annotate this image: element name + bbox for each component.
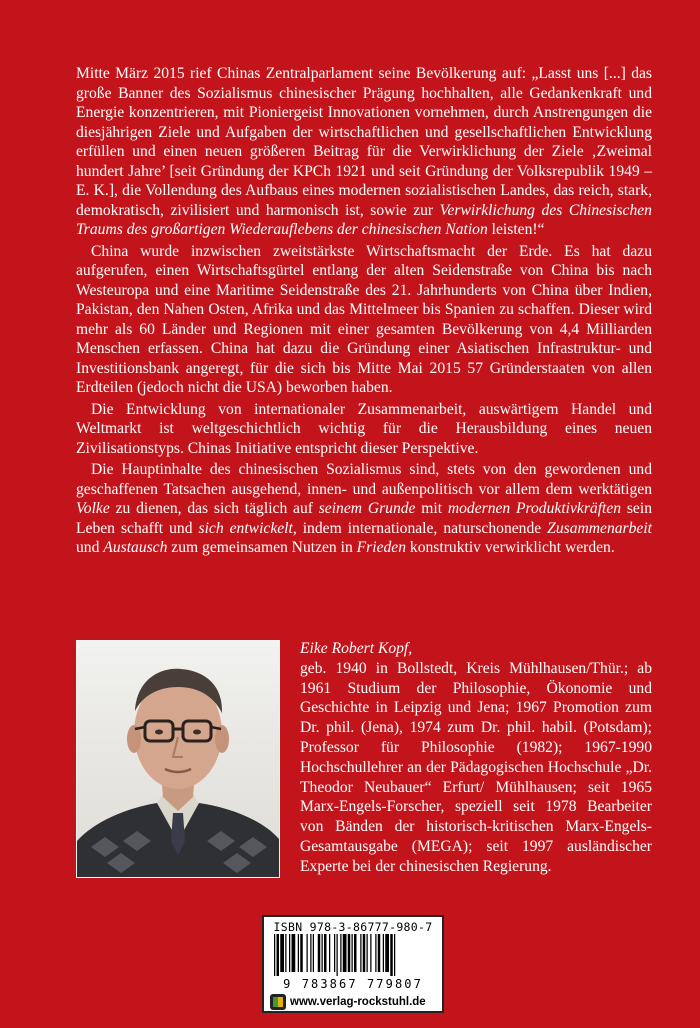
author-name: Eike Robert Kopf, — [300, 640, 413, 657]
barcode-bar — [329, 934, 330, 972]
blurb-text — [76, 64, 652, 560]
barcode-bar — [383, 934, 384, 972]
barcode-bar — [367, 934, 368, 972]
blurb-paragraph-1 — [76, 64, 652, 240]
isbn-number: ISBN 978-3-86777-980-7 — [273, 920, 433, 934]
p4-italic-produktivkraefte: modernen Produktivkräften — [447, 500, 622, 517]
p4-text-c: mit — [415, 500, 448, 517]
barcode-bar — [298, 934, 299, 972]
p4-text-b: zu dienen, das sich täglich auf — [109, 500, 319, 517]
barcode-bar — [292, 934, 296, 972]
barcode-bar — [375, 934, 376, 972]
author-portrait-illustration — [77, 641, 279, 877]
author-bio — [300, 639, 652, 877]
barcode-bar — [343, 934, 347, 972]
p4-text-f: und — [76, 539, 104, 556]
blurb-paragraph-4 — [76, 460, 652, 558]
barcode-bar — [277, 934, 280, 976]
barcode-bar — [318, 934, 321, 972]
barcode-bar — [289, 934, 290, 972]
p4-italic-grunde: seinem Grunde — [318, 500, 416, 517]
blurb-p1-italic: Verwirklichung des Chinesischen Traums des großartigen Wiederauflebens der chinesischen Nation — [76, 201, 652, 238]
barcode-bar — [360, 934, 361, 972]
p4-italic-frieden: Frieden — [356, 539, 407, 556]
p4-text-d: sein Leben schafft und — [76, 500, 652, 537]
rockstuhl-logo-icon — [270, 994, 286, 1010]
author-bio-text: geb. 1940 in Bollstedt, Kreis Mühlhausen/Thür.; ab 1961 Studium der Philosophie, Ökonomie und Geschichte in Leipzig und Jena; 1967 Promotion zum Dr. phil. (Jena), 1974 zum Dr. phil. habil. (Potsdam); Professor für Philosophie (1982); 1967-1990 Hochschullehrer an der Pädagogischen Hochschule „Dr. Theodor Neubauer“ Erfurt/ Mühlhausen; seit 1965 Marx-Engels-Forscher, speziell seit 1978 Bearbeiter von Bänden der historisch-kritischen Marx-Engels-Gesamtausgabe (MEGA); seit 1997 ausländischer Experte bei der chinesischen Regierung. — [300, 659, 652, 875]
blurb-paragraph-3: Die Entwicklung von internationaler Zusammenarbeit, auswärtigem Handel und Weltmarkt ist weltgeschichtlich wichtig für die Herausbildung eines neuen Zivilisationstyps. Chinas Initiative entspricht dieser Perspektive. — [76, 400, 652, 457]
barcode-bar — [324, 934, 327, 972]
barcode-bar — [307, 934, 308, 972]
blurb-paragraph-2: China wurde inzwischen zweitstärkste Wirtschaftsmacht der Erde. Es hat dazu aufgerufen, einen Wirtschaftsgürtel entlang der alten Seidenstraße von China bis nach Westeuropa und eine Maritime Seidenstraße des 21. Jahrhunderts von China über Indien, Pakistan, den Nahen Osten, Afrika und das Mittelmeer bis Spanien zu schaffen. Dieser wird mehr als 60 Länder und Regionen mit einer gesamten Bevölkerung von 4,4 Milliarden Menschen erfassen. China hat dazu die Gründung einer Asiatischen Infrastruktur- und Investitionsbank angeregt, für die sich bis Mitte Mai 2015 57 Gründerstaaten von allen Erdteilen (jedoch nicht die USA) beworben haben. — [76, 242, 652, 396]
p4-italic-zusammenarbeit: Zusammenarbeit — [547, 519, 652, 537]
p4-text-a: Die Hauptinhalte des chinesischen Sozialismus sind, stets von den gewordenen und geschaffenen Tatsachen ausgehend, innen- und außenpolitisch vor allem dem werktätigen — [76, 461, 652, 498]
barcode-bar — [322, 934, 323, 972]
barcode-bar — [352, 934, 353, 972]
p4-italic-entwickelt: sich entwickelt — [198, 519, 293, 537]
p4-text-e: , indem internationale, naturschonende — [292, 519, 548, 537]
barcode-bar — [300, 934, 303, 972]
isbn-barcode-box — [262, 915, 444, 1013]
barcode-bars — [272, 934, 434, 976]
barcode-bar — [340, 934, 341, 972]
barcode-bar — [348, 934, 351, 972]
author-photo — [76, 640, 280, 878]
p4-italic-austausch: Austausch — [103, 539, 168, 556]
barcode-bar — [337, 934, 338, 976]
blurb-p1-end: leisten!“ — [487, 221, 545, 238]
p4-text-h: konstruktiv verwirklicht werden. — [406, 539, 615, 556]
barcode-bar — [334, 934, 335, 972]
barcode-bar — [354, 934, 357, 972]
barcode-bar — [385, 934, 389, 972]
barcode-bar — [313, 934, 314, 972]
barcode-bar — [370, 934, 371, 972]
blurb-p1-text: Mitte März 2015 rief Chinas Zentralparlament seine Bevölkerung auf: „Lasst uns [...] das große Banner des Sozialismus chinesischer Prägung hochhalten, alle Gedankenkraft und Energie konzentrieren, mit Pioniergeist Innovationen vornehmen, durch Anstrengungen die diesjährigen Ziele und Aufgaben der wirtschaftlichen und gesellschaftlichen Entwicklung erfüllen und einen neuen größeren Beitrag für die Verwirklichung der Ziele ‚Zweimal hundert Jahre’ [seit Gründung der KPCh 1921 und seit Gründung der Volksrepublik 1949 – E. K.], die Vollendung des Aufbaus eines modernen sozialistischen Landes, das reich, stark, demokratisch, zivilisiert und harmonisch ist, sowie zur — [76, 65, 652, 219]
barcode-bar — [310, 934, 311, 972]
ean-digits: 9 783867 779807 — [283, 977, 423, 991]
barcode-bar — [394, 934, 395, 976]
publisher-line — [270, 994, 438, 1010]
p4-text-g: zum gemeinsamen Nutzen in — [167, 539, 357, 556]
p4-italic-volke: Volke — [76, 500, 110, 517]
barcode-bar — [280, 934, 284, 972]
barcode-bar — [390, 934, 393, 976]
barcode-bar — [378, 934, 381, 972]
barcode-bar — [363, 934, 366, 972]
publisher-url: www.verlag-rockstuhl.de — [290, 996, 426, 1008]
barcode-bar — [285, 934, 286, 972]
barcode-bar — [274, 934, 275, 976]
